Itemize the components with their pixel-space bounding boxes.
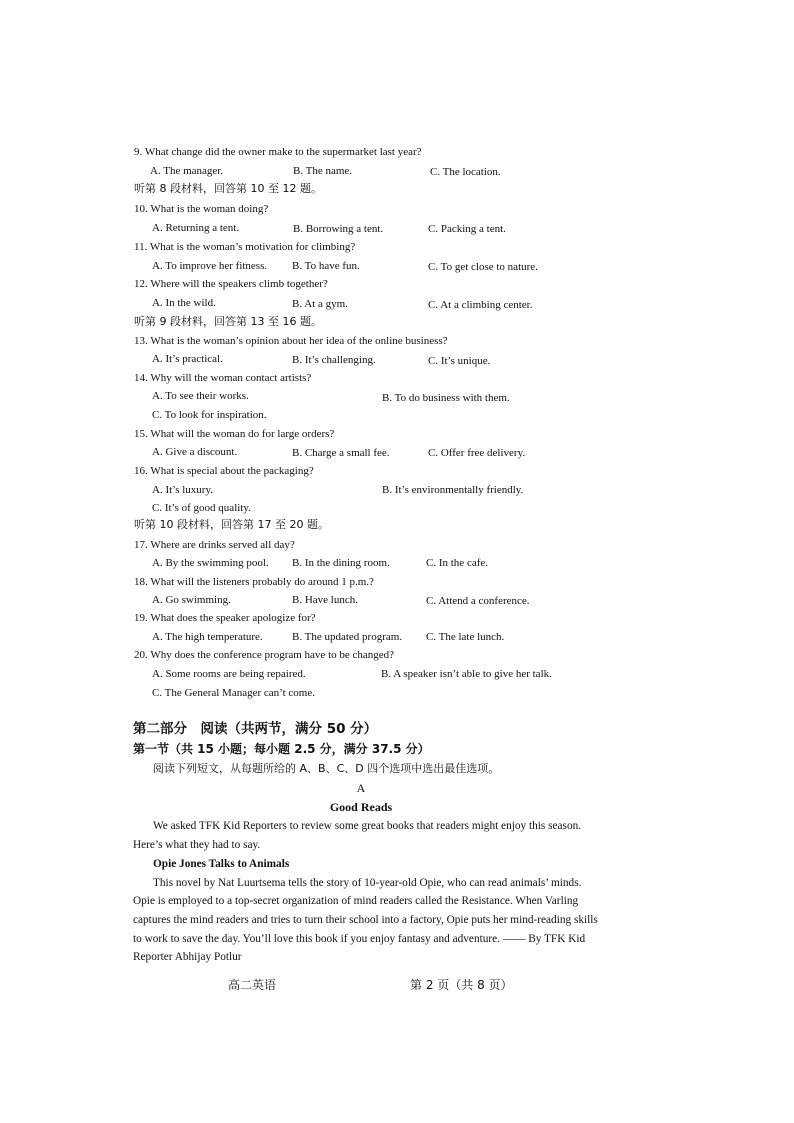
q20-option-a: A. Some rooms are being repaired. [152,668,306,680]
question-10: 10. What is the woman doing? [134,203,269,215]
q16-option-b: B. It’s environmentally friendly. [382,484,524,496]
q9-option-c: C. The location. [430,166,501,178]
q10-option-a: A. Returning a tent. [152,222,240,234]
q17-option-a: A. By the swimming pool. [152,557,269,569]
q15-option-c: C. Offer free delivery. [428,447,526,459]
section-2-instruction: 阅读下列短文，从每题所给的 A、B、C、D 四个选项中选出最佳选项。 [153,762,500,775]
q12-option-b: B. At a gym. [292,298,348,310]
q11-option-a: A. To improve her fitness. [152,260,268,272]
book-review-line: captures the mind readers and tries to turn their school into a factory, Opie puts her mind-reading skills [133,914,598,926]
book-title: Opie Jones Talks to Animals [153,858,290,870]
question-17: 17. Where are drinks served all day? [134,539,295,551]
question-14: 14. Why will the woman contact artists? [134,372,312,384]
book-review-line: Reporter Abhijay Potlur [133,951,242,963]
q9-option-b: B. The name. [293,165,353,177]
q9-option-a: A. The manager. [150,165,224,177]
instruction-material-10: 听第 10 段材料，回答第 17 至 20 题。 [134,518,329,531]
question-19: 19. What does the speaker apologize for? [134,612,316,624]
q14-option-a: A. To see their works. [152,390,249,402]
q15-option-a: A. Give a discount. [152,446,238,458]
book-review-line: This novel by Nat Luurtsema tells the story of 10-year-old Opie, who can read animals’ minds. [153,877,582,889]
q18-option-a: A. Go swimming. [152,594,231,606]
q16-option-a: A. It’s luxury. [152,484,214,496]
book-review-line: to work to save the day. You’ll love this book if you enjoy fantasy and adventure. —— By TFK Kid [133,933,586,945]
question-11: 11. What is the woman’s motivation for climbing? [134,241,356,253]
q16-option-c: C. It’s of good quality. [152,502,251,514]
q10-option-b: B. Borrowing a tent. [293,223,384,235]
intro-line-2: Here’s what they had to say. [133,839,261,851]
instruction-material-9: 听第 9 段材料，回答第 13 至 16 题。 [134,315,322,328]
question-18: 18. What will the listeners probably do around 1 p.m.? [134,576,374,588]
q12-option-a: A. In the wild. [152,297,216,309]
q11-option-b: B. To have fun. [292,260,360,272]
book-review-line: Opie is employed to a top-secret organization of mind readers called the Resistance. When Varling [133,895,579,907]
q11-option-c: C. To get close to nature. [428,261,538,273]
q13-option-c: C. It’s unique. [428,355,491,367]
passage-letter: A [356,781,366,795]
q18-option-c: C. Attend a conference. [426,595,530,607]
section-2-part-1-title: 第一节（共 15 小题；每小题 2.5 分，满分 37.5 分） [133,742,430,756]
q17-option-c: C. In the cafe. [426,557,488,569]
q13-option-a: A. It’s practical. [152,353,223,365]
q14-option-b: B. To do business with them. [382,392,510,404]
q18-option-b: B. Have lunch. [292,594,358,606]
question-9: 9. What change did the owner make to the supermarket last year? [134,146,422,158]
q19-option-a: A. The high temperature. [152,631,263,643]
footer-page-number: 第 2 页（共 8 页） [410,978,513,992]
footer-subject: 高二英语 [228,978,277,992]
q19-option-b: B. The updated program. [292,631,403,643]
passage-title: Good Reads [329,800,393,814]
q12-option-c: C. At a climbing center. [428,299,533,311]
intro-line-1: We asked TFK Kid Reporters to review some great books that readers might enjoy this season. [153,820,582,832]
q19-option-c: C. The late lunch. [426,631,505,643]
q20-option-c: C. The General Manager can’t come. [152,687,315,699]
question-12: 12. Where will the speakers climb together? [134,278,328,290]
q13-option-b: B. It’s challenging. [292,354,376,366]
question-13: 13. What is the woman’s opinion about her idea of the online business? [134,335,448,347]
question-16: 16. What is special about the packaging? [134,465,314,477]
instruction-material-8: 听第 8 段材料，回答第 10 至 12 题。 [134,182,322,195]
q14-option-c: C. To look for inspiration. [152,409,267,421]
q17-option-b: B. In the dining room. [292,557,390,569]
q20-option-b: B. A speaker isn’t able to give her talk. [381,668,552,680]
question-15: 15. What will the woman do for large orders? [134,428,335,440]
q10-option-c: C. Packing a tent. [428,223,506,235]
q15-option-b: B. Charge a small fee. [292,447,390,459]
section-2-title: 第二部分 阅读（共两节，满分 50 分） [133,721,378,737]
question-20: 20. Why does the conference program have to be changed? [134,649,395,661]
